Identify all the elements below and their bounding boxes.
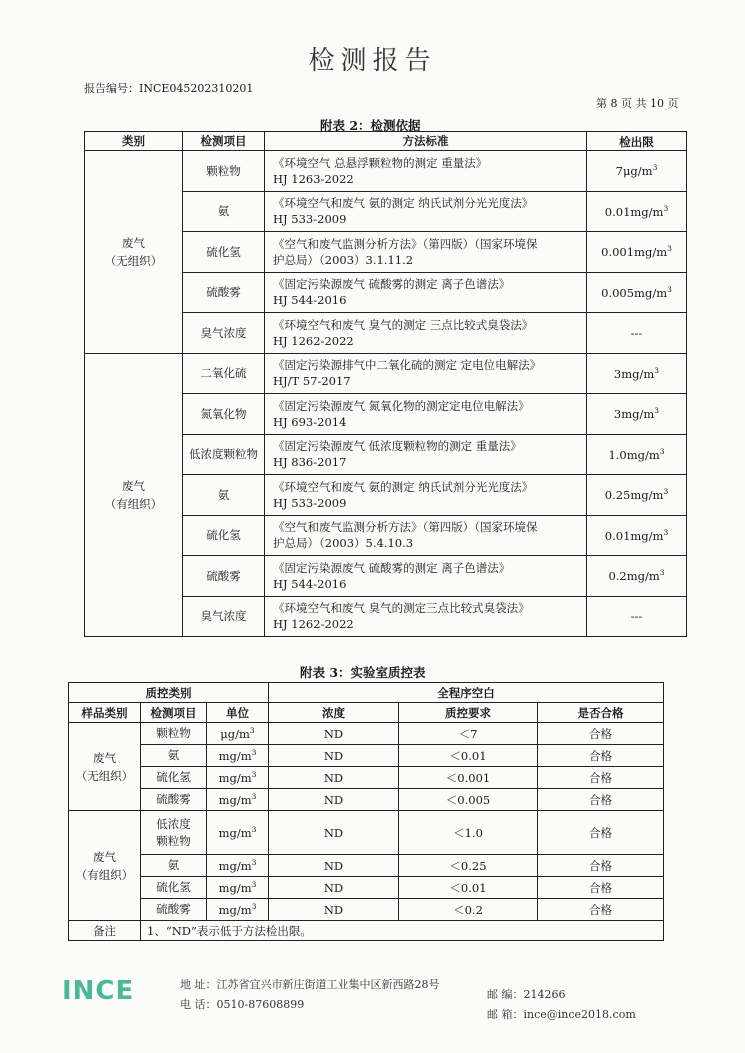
detection-limit-cell: $0.25mg/m^3$	[587, 475, 687, 516]
test-item-cell: 硫酸雾	[141, 789, 207, 811]
header-cell: 类别	[85, 132, 183, 151]
unit-cell: $mg/m^3$	[207, 811, 269, 855]
table-row	[69, 723, 664, 745]
qc-requirement-cell: ＜0.25	[399, 855, 538, 877]
page-indicator: 第 8 页 共 10 页	[596, 97, 679, 110]
detection-limit-cell: $1.0mg/m^3$	[587, 434, 687, 475]
header-cell: 是否合格	[538, 703, 664, 723]
test-item-cell: 硫化氢	[141, 767, 207, 789]
unit-cell: $mg/m^3$	[207, 789, 269, 811]
table-row	[69, 855, 664, 877]
test-item-cell: 颗粒物	[141, 723, 207, 745]
unit-cell: $mg/m^3$	[207, 899, 269, 921]
pass-cell: 合格	[538, 899, 664, 921]
test-item-cell: 硫化氢	[183, 232, 265, 273]
method-cell: 《环境空气和废气 氨的测定 纳氏试剂分光光度法》 HJ 533-2009	[265, 191, 587, 232]
header-cell: 全程序空白	[269, 683, 664, 703]
detection-limit-cell: $0.005mg/m^3$	[587, 272, 687, 313]
test-item-cell: 氨	[183, 475, 265, 516]
qc-requirement-cell: ＜7	[399, 723, 538, 745]
note-row	[69, 921, 664, 941]
table-row	[69, 811, 664, 855]
unit-cell: $mg/m^3$	[207, 767, 269, 789]
concentration-cell: ND	[269, 811, 399, 855]
category-cell: 废气 （有组织）	[69, 811, 141, 921]
header-cell: 质控要求	[399, 703, 538, 723]
method-cell: 《空气和废气监测分析方法》（第四版）（国家环境保 护总局）（2003）5.4.10.3	[265, 515, 587, 556]
detection-basis-table	[84, 131, 687, 637]
detection-limit-cell: $0.01mg/m^3$	[587, 191, 687, 232]
qc-requirement-cell: ＜0.005	[399, 789, 538, 811]
table-header-row	[85, 132, 687, 151]
detection-limit-cell: ---	[587, 596, 687, 637]
concentration-cell: ND	[269, 745, 399, 767]
detection-limit-cell: $7\mu g/m^3$	[587, 151, 687, 192]
header-cell: 方法标准	[265, 132, 587, 151]
qc-table	[68, 682, 664, 941]
footer-address: 地 址：江苏省宜兴市新庄街道工业集中区新西路28号	[180, 978, 440, 991]
method-cell: 《固定污染源废气 硫酸雾的测定 离子色谱法》 HJ 544-2016	[265, 556, 587, 597]
header-cell: 样品类别	[69, 703, 141, 723]
table-header-row	[69, 703, 664, 723]
test-item-cell: 硫化氢	[183, 515, 265, 556]
table2-caption: 附表 2：检测依据	[320, 118, 421, 133]
table-row	[69, 745, 664, 767]
concentration-cell: ND	[269, 899, 399, 921]
concentration-cell: ND	[269, 723, 399, 745]
pass-cell: 合格	[538, 745, 664, 767]
test-item-cell: 氨	[141, 745, 207, 767]
report-number: 报告编号：INCE045202310201	[84, 82, 254, 95]
method-cell: 《固定污染源废气 氮氧化物的测定定电位电解法》 HJ 693-2014	[265, 394, 587, 435]
test-item-cell: 氨	[183, 191, 265, 232]
table-row	[69, 767, 664, 789]
detection-limit-cell: $0.001mg/m^3$	[587, 232, 687, 273]
test-item-cell: 臭气浓度	[183, 313, 265, 354]
method-cell: 《固定污染源废气 硫酸雾的测定 离子色谱法》 HJ 544-2016	[265, 272, 587, 313]
pass-cell: 合格	[538, 877, 664, 899]
table-row	[69, 899, 664, 921]
detection-limit-cell: $0.2mg/m^3$	[587, 556, 687, 597]
pass-cell: 合格	[538, 723, 664, 745]
method-cell: 《固定污染源排气中二氧化硫的测定 定电位电解法》 HJ/T 57-2017	[265, 353, 587, 394]
qc-requirement-cell: ＜0.01	[399, 745, 538, 767]
footer-phone: 电 话：0510-87608899	[180, 998, 305, 1011]
table-header-row	[69, 683, 664, 703]
pass-cell: 合格	[538, 811, 664, 855]
header-cell: 检测项目	[141, 703, 207, 723]
detection-limit-cell: $0.01mg/m^3$	[587, 515, 687, 556]
test-item-cell: 臭气浓度	[183, 596, 265, 637]
method-cell: 《环境空气和废气 臭气的测定三点比较式臭袋法》 HJ 1262-2022	[265, 596, 587, 637]
detection-limit-cell: $3mg/m^3$	[587, 394, 687, 435]
method-cell: 《固定污染源废气 低浓度颗粒物的测定 重量法》 HJ 836-2017	[265, 434, 587, 475]
note-label: 备注	[69, 921, 141, 941]
test-item-cell: 硫酸雾	[183, 272, 265, 313]
concentration-cell: ND	[269, 767, 399, 789]
test-item-cell: 硫酸雾	[183, 556, 265, 597]
test-item-cell: 氮氧化物	[183, 394, 265, 435]
header-cell: 检出限	[587, 132, 687, 151]
test-item-cell: 硫化氢	[141, 877, 207, 899]
note-text: 1、“ND”表示低于方法检出限。	[141, 921, 664, 941]
concentration-cell: ND	[269, 877, 399, 899]
unit-cell: $mg/m^3$	[207, 877, 269, 899]
table-row	[69, 789, 664, 811]
category-cell: 废气 （无组织）	[85, 151, 183, 354]
pass-cell: 合格	[538, 789, 664, 811]
pass-cell: 合格	[538, 767, 664, 789]
footer-postcode: 邮 编：214266	[487, 988, 566, 1001]
detection-limit-cell: $3mg/m^3$	[587, 353, 687, 394]
category-cell: 废气 （有组织）	[85, 353, 183, 637]
qc-requirement-cell: ＜0.01	[399, 877, 538, 899]
test-item-cell: 低浓度 颗粒物	[141, 811, 207, 855]
method-cell: 《空气和废气监测分析方法》（第四版）（国家环境保 护总局）（2003）3.1.11.2	[265, 232, 587, 273]
category-cell: 废气 （无组织）	[69, 723, 141, 811]
unit-cell: $\mu g/m^3$	[207, 723, 269, 745]
method-cell: 《环境空气和废气 氨的测定 纳氏试剂分光光度法》 HJ 533-2009	[265, 475, 587, 516]
test-item-cell: 氨	[141, 855, 207, 877]
detection-limit-cell: ---	[587, 313, 687, 354]
concentration-cell: ND	[269, 789, 399, 811]
test-item-cell: 二氧化硫	[183, 353, 265, 394]
company-logo: INCE	[62, 976, 135, 1006]
table3-caption: 附表 3：实验室质控表	[300, 665, 426, 680]
qc-requirement-cell: ＜1.0	[399, 811, 538, 855]
table-row	[85, 151, 687, 192]
test-item-cell: 颗粒物	[183, 151, 265, 192]
header-cell: 检测项目	[183, 132, 265, 151]
footer-email: 邮 箱：ince@ince2018.com	[487, 1008, 636, 1021]
table-row	[69, 877, 664, 899]
header-cell: 单位	[207, 703, 269, 723]
test-item-cell: 硫酸雾	[141, 899, 207, 921]
method-cell: 《环境空气 总悬浮颗粒物的测定 重量法》 HJ 1263-2022	[265, 151, 587, 192]
method-cell: 《环境空气和废气 臭气的测定 三点比较式臭袋法》 HJ 1262-2022	[265, 313, 587, 354]
concentration-cell: ND	[269, 855, 399, 877]
test-item-cell: 低浓度颗粒物	[183, 434, 265, 475]
header-cell: 浓度	[269, 703, 399, 723]
unit-cell: $mg/m^3$	[207, 855, 269, 877]
header-cell: 质控类别	[69, 683, 269, 703]
page-title: 检测报告	[308, 46, 437, 76]
qc-requirement-cell: ＜0.2	[399, 899, 538, 921]
unit-cell: $mg/m^3$	[207, 745, 269, 767]
qc-requirement-cell: ＜0.001	[399, 767, 538, 789]
pass-cell: 合格	[538, 855, 664, 877]
table-row	[85, 353, 687, 394]
